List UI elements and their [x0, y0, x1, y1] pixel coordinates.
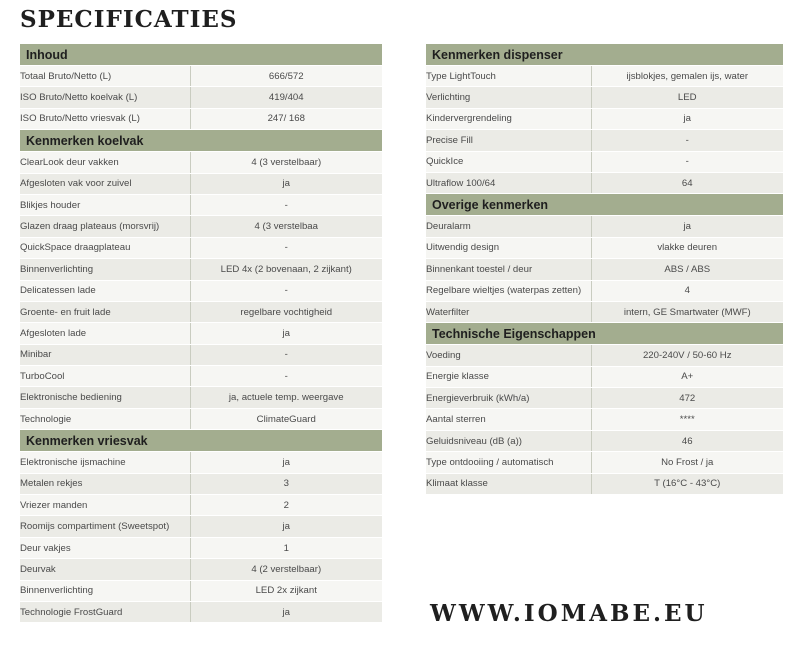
spec-row [20, 280, 382, 301]
spec-value: A+ [591, 366, 783, 387]
spec-value: T (16°C - 43°C) [591, 473, 783, 494]
spec-label: Geluidsniveau (dB (a)) [426, 430, 591, 451]
spec-row [20, 387, 382, 408]
spec-row [426, 66, 783, 87]
section-header: Overige kenmerken [426, 194, 783, 216]
spec-value: regelbare vochtigheid [190, 301, 382, 322]
spec-value: **** [591, 409, 783, 430]
spec-table-left-body [20, 44, 382, 623]
spec-label: Groente- en fruit lade [20, 301, 190, 322]
spec-row [426, 409, 783, 430]
spec-row [20, 559, 382, 580]
spec-value: intern, GE Smartwater (MWF) [591, 301, 783, 322]
spec-value: LED 2x zijkant [190, 580, 382, 601]
spec-row [20, 301, 382, 322]
spec-row [20, 108, 382, 129]
spec-label: ISO Bruto/Netto vriesvak (L) [20, 108, 190, 129]
spec-row [426, 366, 783, 387]
spec-label: Metalen rekjes [20, 473, 190, 494]
spec-label: Deur vakjes [20, 537, 190, 558]
spec-value: - [190, 194, 382, 215]
spec-value: No Frost / ja [591, 452, 783, 473]
spec-label: ISO Bruto/Netto koelvak (L) [20, 87, 190, 108]
spec-value: ja [190, 452, 382, 473]
spec-value: 46 [591, 430, 783, 451]
spec-row [426, 216, 783, 237]
spec-value: 4 (3 verstelbaa [190, 216, 382, 237]
spec-value: ijsblokjes, gemalen ijs, water [591, 66, 783, 87]
spec-row [20, 452, 382, 473]
spec-value: 2 [190, 495, 382, 516]
spec-label: Afgesloten vak voor zuivel [20, 173, 190, 194]
spec-label: QuickIce [426, 151, 591, 172]
section-header-row [20, 130, 382, 152]
spec-label: Type LightTouch [426, 66, 591, 87]
spec-value: LED 4x (2 bovenaan, 2 zijkant) [190, 259, 382, 280]
section-header: Kenmerken dispenser [426, 44, 783, 66]
spec-row [20, 408, 382, 429]
spec-label: Klimaat klasse [426, 473, 591, 494]
spec-label: Binnenkant toestel / deur [426, 259, 591, 280]
spec-label: TurboCool [20, 366, 190, 387]
spec-row [426, 280, 783, 301]
spec-value: ja [190, 516, 382, 537]
spec-row [426, 259, 783, 280]
spec-row [426, 237, 783, 258]
spec-value: vlakke deuren [591, 237, 783, 258]
spec-table-left [20, 44, 382, 623]
spec-label: Ultraflow 100/64 [426, 172, 591, 193]
spec-row [426, 130, 783, 151]
section-header-row [426, 44, 783, 66]
spec-value: ja [190, 173, 382, 194]
spec-value: 4 [591, 280, 783, 301]
spec-label: Roomijs compartiment (Sweetspot) [20, 516, 190, 537]
section-header-row [426, 194, 783, 216]
spec-label: Blikjes houder [20, 194, 190, 215]
spec-value: ja [591, 108, 783, 129]
spec-value: 419/404 [190, 87, 382, 108]
spec-value: 472 [591, 388, 783, 409]
spec-value: 4 (2 verstelbaar) [190, 559, 382, 580]
spec-label: Technologie [20, 408, 190, 429]
spec-value: - [190, 344, 382, 365]
section-header: Kenmerken koelvak [20, 130, 382, 152]
spec-label: Kindervergrendeling [426, 108, 591, 129]
spec-row [20, 323, 382, 344]
spec-label: Technologie FrostGuard [20, 601, 190, 622]
spec-value: 666/572 [190, 66, 382, 87]
spec-label: Deurvak [20, 559, 190, 580]
spec-label: Deuralarm [426, 216, 591, 237]
spec-label: Vriezer manden [20, 495, 190, 516]
spec-value: ja, actuele temp. weergave [190, 387, 382, 408]
spec-value: - [591, 130, 783, 151]
spec-value: ja [190, 601, 382, 622]
spec-label: Minibar [20, 344, 190, 365]
spec-row [426, 108, 783, 129]
spec-row [426, 452, 783, 473]
spec-row [20, 216, 382, 237]
spec-value: - [190, 366, 382, 387]
spec-label: Uitwendig design [426, 237, 591, 258]
spec-label: Precise Fill [426, 130, 591, 151]
spec-row [20, 495, 382, 516]
spec-value: LED [591, 87, 783, 108]
spec-value: 1 [190, 537, 382, 558]
spec-label: Waterfilter [426, 301, 591, 322]
spec-label: Regelbare wieltjes (waterpas zetten) [426, 280, 591, 301]
spec-row [426, 172, 783, 193]
spec-label: Elektronische ijsmachine [20, 452, 190, 473]
section-header: Technische Eigenschappen [426, 323, 783, 345]
spec-label: ClearLook deur vakken [20, 152, 190, 173]
spec-row [20, 366, 382, 387]
spec-row [20, 259, 382, 280]
spec-row [20, 601, 382, 622]
spec-value: ja [591, 216, 783, 237]
spec-label: Verlichting [426, 87, 591, 108]
section-header-row [20, 44, 382, 66]
spec-row [426, 87, 783, 108]
section-header: Inhoud [20, 44, 382, 66]
spec-label: Glazen draag plateaus (morsvrij) [20, 216, 190, 237]
spec-row [20, 152, 382, 173]
section-header-row [426, 323, 783, 345]
spec-value: ja [190, 323, 382, 344]
spec-label: Binnenverlichting [20, 259, 190, 280]
spec-label: Type ontdooiing / automatisch [426, 452, 591, 473]
spec-row [426, 301, 783, 322]
spec-row [426, 388, 783, 409]
spec-row [20, 537, 382, 558]
spec-row [20, 66, 382, 87]
spec-value: ClimateGuard [190, 408, 382, 429]
spec-label: Energie klasse [426, 366, 591, 387]
spec-row [426, 151, 783, 172]
spec-value: 4 (3 verstelbaar) [190, 152, 382, 173]
page-title: SPECIFICATIES [20, 6, 238, 33]
spec-row [20, 87, 382, 108]
spec-value: 64 [591, 172, 783, 193]
spec-row [20, 580, 382, 601]
website-url[interactable]: WWW.IOMABE.EU [430, 600, 708, 627]
spec-row [426, 345, 783, 366]
spec-table-right [426, 44, 783, 495]
section-header: Kenmerken vriesvak [20, 430, 382, 452]
spec-label: Delicatessen lade [20, 280, 190, 301]
spec-row [426, 430, 783, 451]
spec-row [20, 173, 382, 194]
section-header-row [20, 430, 382, 452]
spec-value: - [591, 151, 783, 172]
spec-value: ABS / ABS [591, 259, 783, 280]
spec-row [20, 473, 382, 494]
spec-label: Energieverbruik (kWh/a) [426, 388, 591, 409]
spec-table-right-body [426, 44, 783, 495]
spec-value: - [190, 280, 382, 301]
spec-label: Binnenverlichting [20, 580, 190, 601]
spec-label: Elektronische bediening [20, 387, 190, 408]
spec-label: QuickSpace draagplateau [20, 237, 190, 258]
spec-label: Aantal sterren [426, 409, 591, 430]
spec-row [20, 516, 382, 537]
spec-value: 247/ 168 [190, 108, 382, 129]
spec-row [426, 473, 783, 494]
spec-row [20, 194, 382, 215]
spec-value: 220-240V / 50-60 Hz [591, 345, 783, 366]
spec-label: Voeding [426, 345, 591, 366]
spec-row [20, 237, 382, 258]
spec-label: Totaal Bruto/Netto (L) [20, 66, 190, 87]
spec-value: 3 [190, 473, 382, 494]
spec-label: Afgesloten lade [20, 323, 190, 344]
spec-row [20, 344, 382, 365]
spec-value: - [190, 237, 382, 258]
